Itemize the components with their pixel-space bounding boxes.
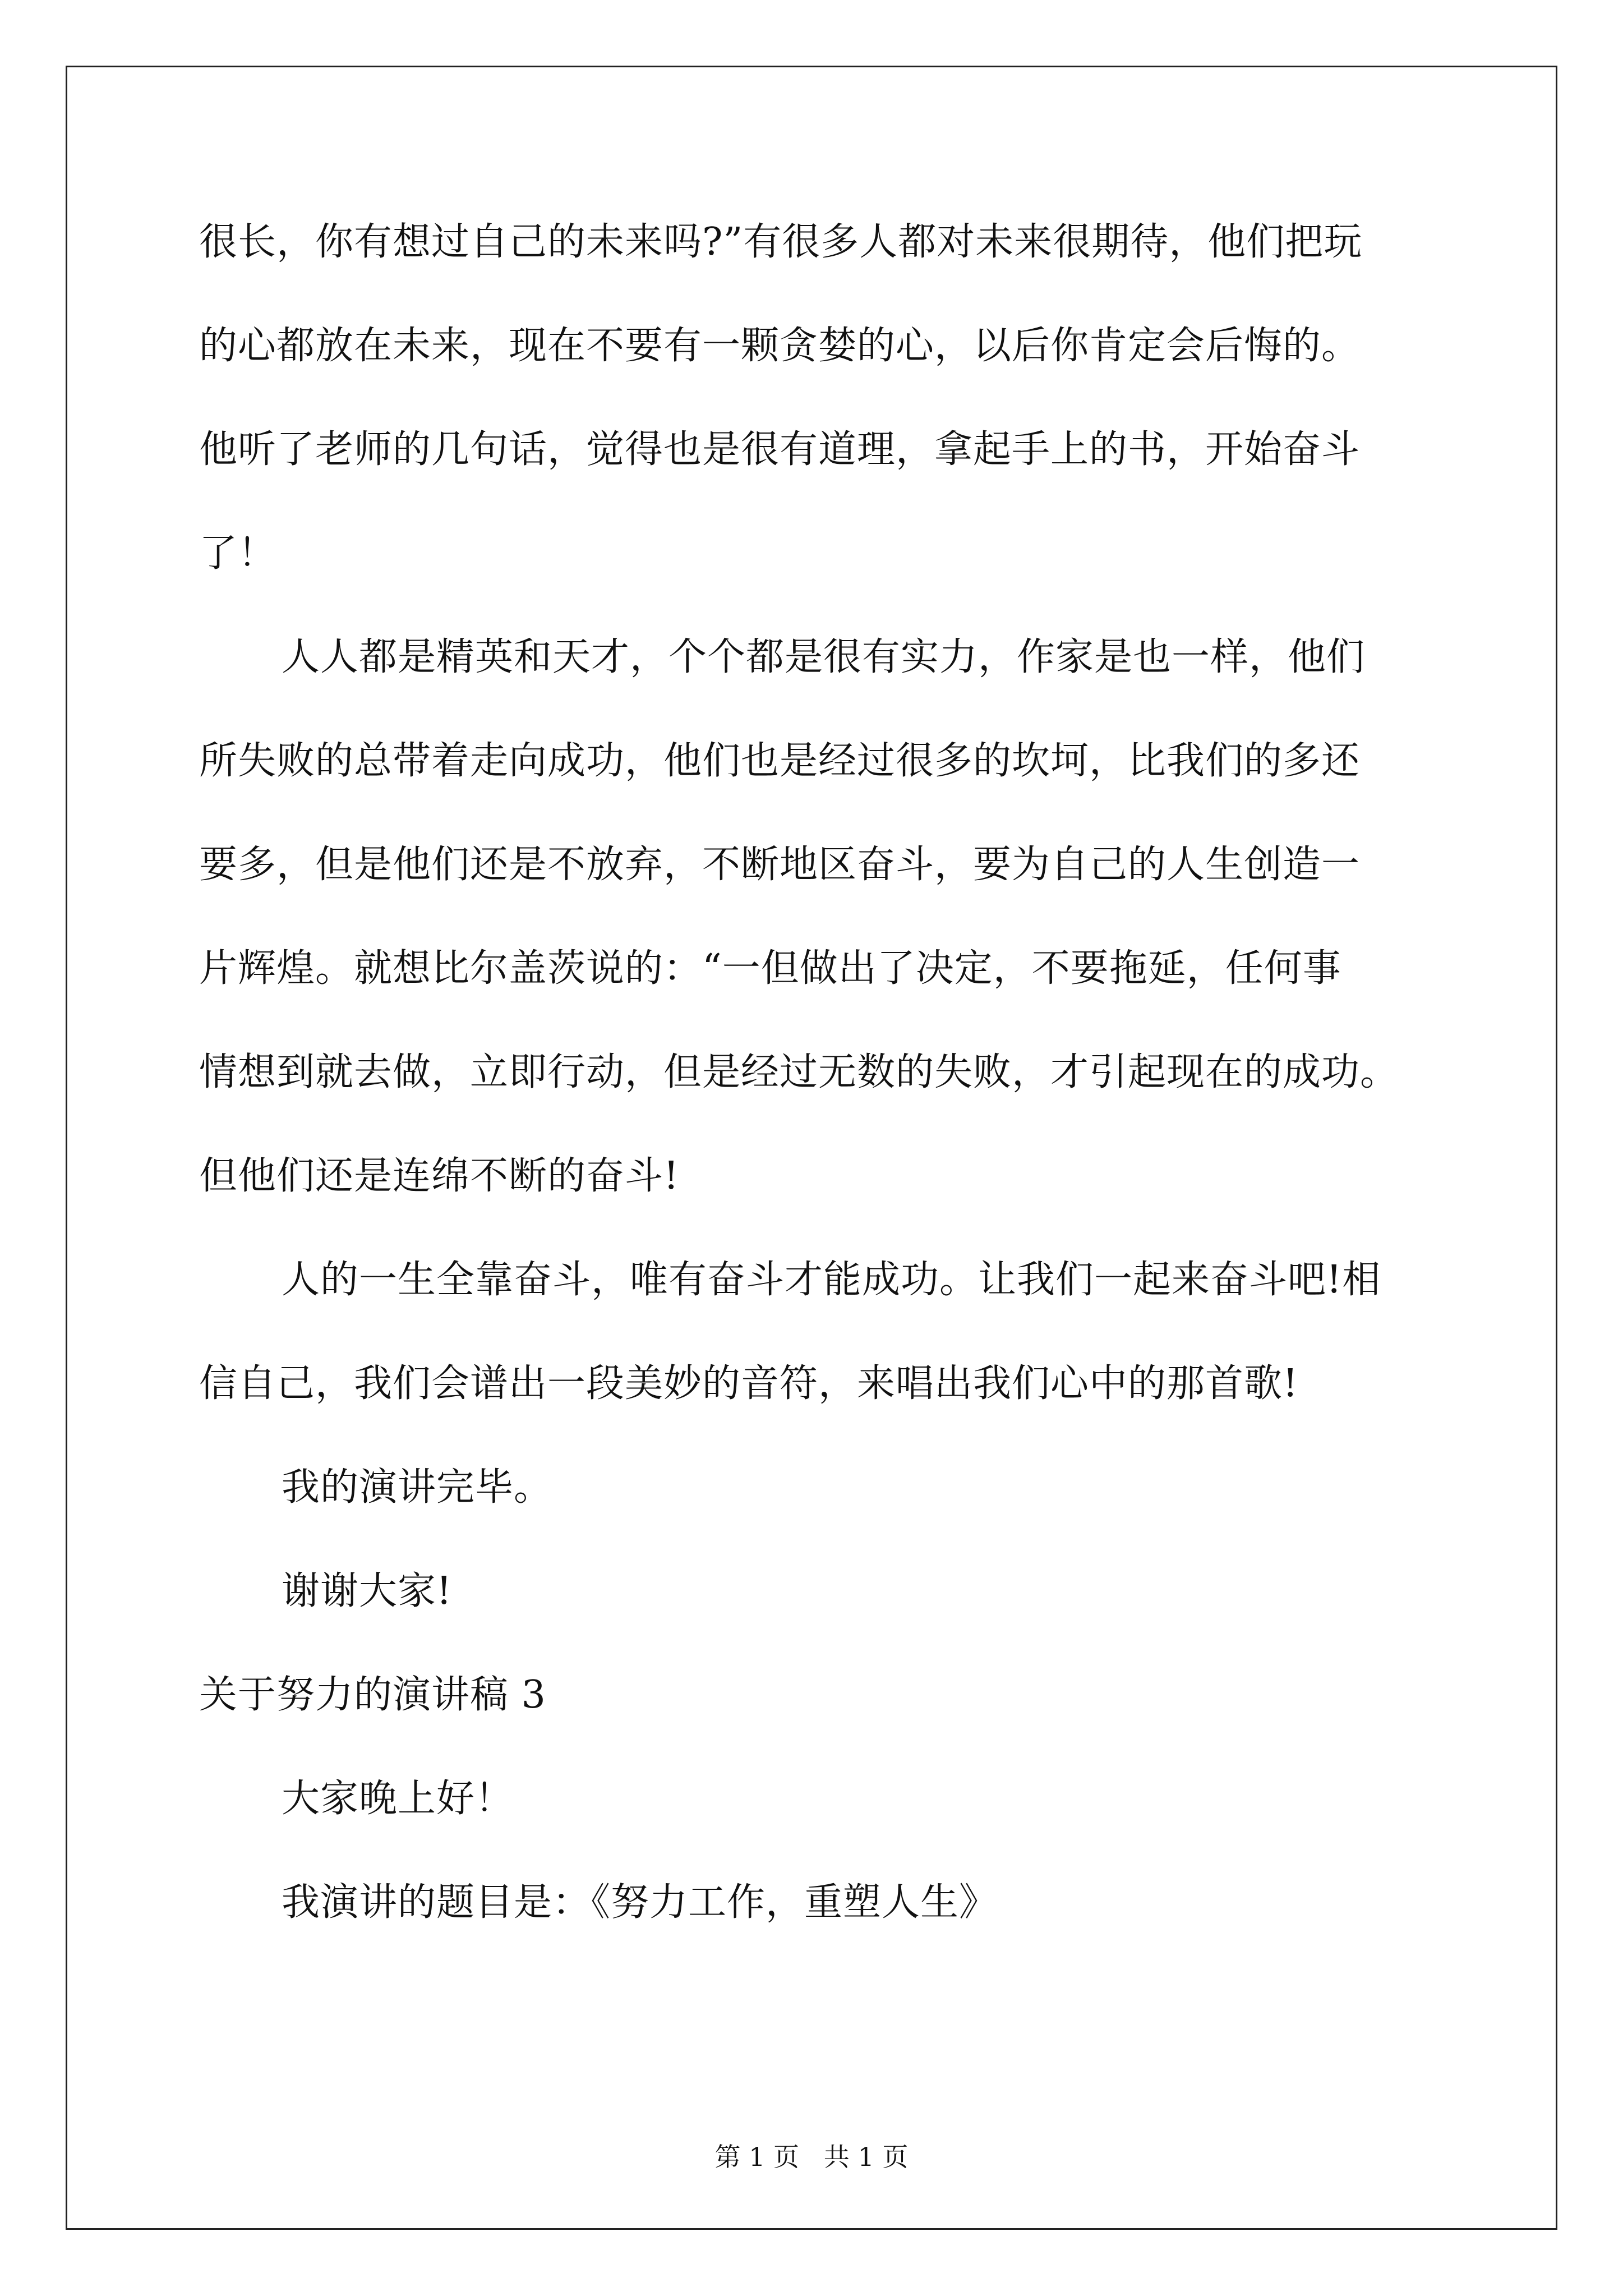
paragraph-start-line: 人人都是精英和天才，个个都是很有实力，作家是也一样，他们 [282,635,1366,679]
document-body [199,216,1455,1980]
page-footer: 第 1 页 共 1 页 [714,2142,909,2172]
section-heading: 关于努力的演讲稿 3 [199,1673,546,1717]
closing-line: 我的演讲完毕。 [282,1465,553,1510]
text-line-4: 了！ [199,531,277,576]
speech-title-line: 我演讲的题目是：《努力工作，重塑人生》 [282,1880,998,1925]
text-line-6: 所失败的总带着走向成功，他们也是经过很多的坎坷，比我们的多还 [199,739,1361,783]
text-line-1: 很长，你有想过自己的未来吗?”有很多人都对未来很期待，他们把玩 [199,220,1363,264]
text-line-2: 的心都放在未来，现在不要有一颗贪婪的心，以后你肯定会后悔的。 [199,324,1361,368]
thanks-line: 谢谢大家! [282,1569,453,1613]
text-line-12: 信自己，我们会谱出一段美妙的音符，来唱出我们心中的那首歌! [199,1361,1299,1406]
text-line-8: 片辉煌。就想比尔盖茨说的：“一但做出了决定，不要拖延，任何事 [199,946,1341,991]
greeting-line: 大家晚上好！ [282,1777,514,1821]
paragraph-start-line: 人的一生全靠奋斗，唯有奋斗才能成功。让我们一起来奋斗吧!相 [282,1258,1381,1302]
text-line-3: 他听了老师的几句话，觉得也是很有道理，拿起手上的书，开始奋斗 [199,427,1361,472]
text-line-7: 要多，但是他们还是不放弃，不断地区奋斗，要为自己的人生创造一 [199,843,1361,887]
text-line-9: 情想到就去做，立即行动，但是经过无数的失败，才引起现在的成功。 [199,1050,1399,1094]
text-line-10: 但他们还是连绵不断的奋斗! [199,1154,680,1198]
